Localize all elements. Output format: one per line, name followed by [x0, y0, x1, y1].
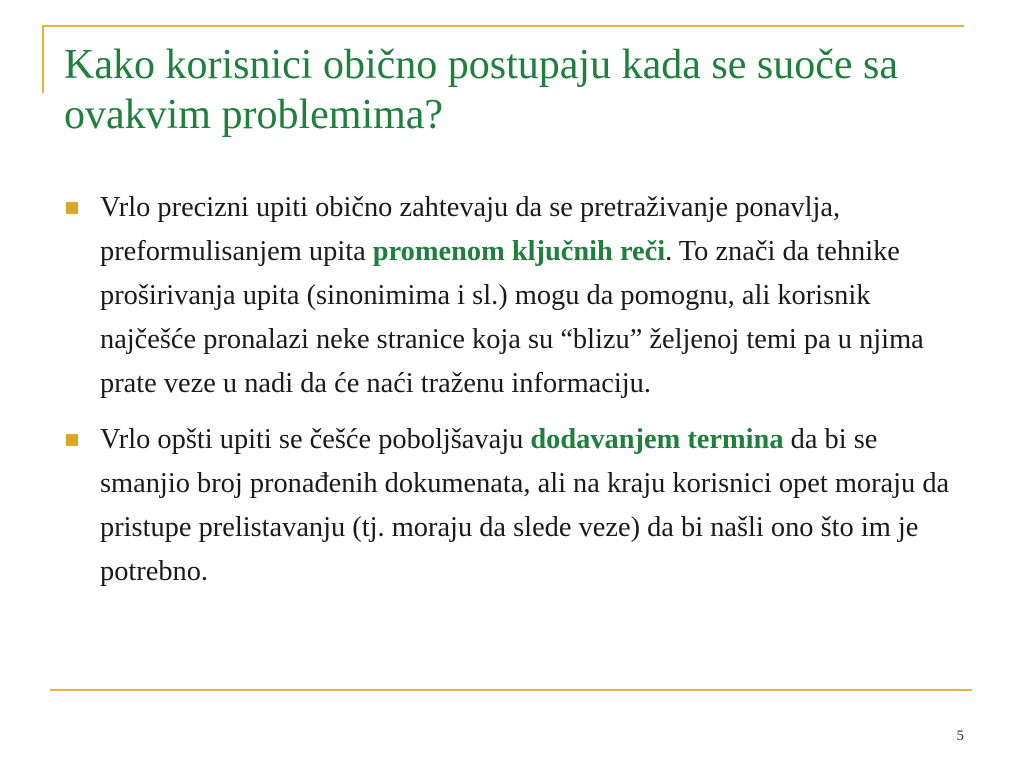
slide-title: Kako korisnici obično postupaju kada se suoče sa ovakvim problemima?: [64, 42, 898, 139]
page-number: 5: [956, 728, 964, 744]
bullet-list: [62, 186, 967, 606]
bullet-emphasis: dodavanjem termina: [530, 424, 784, 455]
bullet-item-general-queries: [62, 418, 967, 594]
bullet-text-part: . To znači da tehnike proširivanja upita (sinonimima i sl.) mogu da pomognu, ali korisnik najčešće pronalazi neke stranice koja su “blizu” željenoj temi pa u njima prate veze u nadi da će naći traženu informaciju.: [100, 236, 924, 399]
square-bullet-icon: [66, 434, 78, 446]
title-frame-top-line: [42, 25, 964, 27]
bullet-emphasis: promenom ključnih reči: [372, 236, 666, 267]
square-bullet-icon: [66, 202, 78, 214]
footer-divider: [50, 689, 972, 691]
bullet-item-precise-queries: [62, 186, 967, 406]
bullet-text-part: Vrlo precizni upiti obično zahtevaju da se pretraživanje ponavlja, preformulisanjem upita: [100, 192, 841, 267]
bullet-text-part: da bi se smanjio broj pronađenih dokumenata, ali na kraju korisnici opet moraju da pristupe prelistavanju (tj. moraju da slede veze) da bi našli ono što im je potrebno.: [100, 424, 950, 587]
bullet-text-part: Vrlo opšti upiti se češće poboljšavaju: [100, 424, 531, 455]
title-frame-left-line: [42, 25, 44, 93]
